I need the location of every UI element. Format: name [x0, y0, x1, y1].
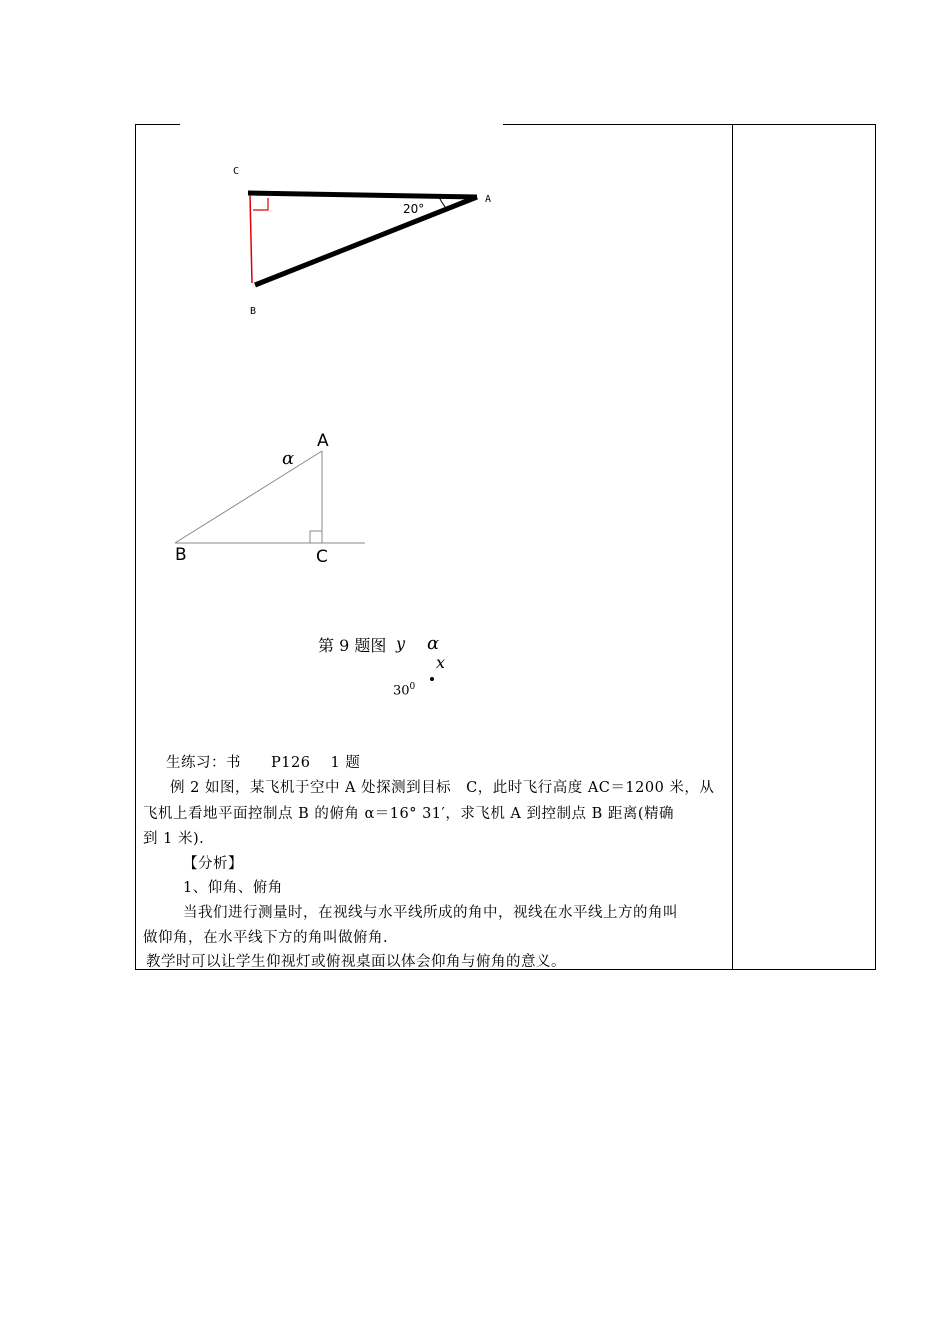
example-line-2: 飞机上看地平面控制点 B 的俯角 α＝16° 31′，求飞机 A 到控制点 B 距离(精确	[143, 806, 675, 822]
segment-cb	[250, 195, 252, 283]
exercise-line: 生练习：书 P126 1 题	[166, 755, 361, 771]
caption-alpha: α	[427, 633, 440, 654]
label-c: C	[233, 166, 240, 177]
right-angle-mark	[253, 198, 268, 210]
caption-degree	[393, 682, 415, 698]
teaching-note: 教学时可以让学生仰视灯或俯视桌面以体会仰角与俯角的意义。	[146, 954, 566, 970]
segment-ca	[248, 193, 477, 197]
analysis-point-1: 1、仰角、俯角	[183, 880, 283, 896]
analysis-heading: 【分析】	[183, 856, 243, 872]
angle-label: 20°	[403, 202, 425, 216]
figure-triangle-1	[225, 160, 505, 325]
segment-ab	[255, 197, 477, 285]
caption-x: x	[436, 653, 446, 672]
column-divider	[732, 124, 733, 970]
figure-triangle-2	[165, 425, 375, 570]
definition-line-1: 当我们进行测量时，在视线与水平线所成的角中，视线在水平线上方的角叫	[183, 905, 678, 921]
frame-gap	[180, 120, 503, 128]
right-angle-mark-2	[310, 531, 322, 543]
label-a: A	[485, 194, 492, 205]
label-a-2: A	[317, 431, 329, 451]
definition-line-2: 做仰角，在水平线下方的角叫做俯角.	[143, 930, 389, 946]
caption-dot	[430, 677, 434, 681]
caption-y: y	[396, 634, 406, 653]
label-b: B	[250, 306, 257, 317]
alpha-label: α	[282, 448, 295, 469]
label-c-2: C	[316, 547, 328, 567]
label-b-2: B	[175, 545, 187, 565]
example-line-3: 到 1 米).	[143, 831, 205, 847]
degree-sup: 0	[409, 682, 416, 692]
segment-ba	[175, 451, 322, 543]
degree-value: 30	[393, 683, 410, 699]
example-line-1: 例 2 如图，某飞机于空中 A 处探测到目标 C，此时飞行高度 AC＝1200 米，从	[170, 780, 715, 796]
figure-caption: 第 9 题图	[318, 636, 387, 655]
